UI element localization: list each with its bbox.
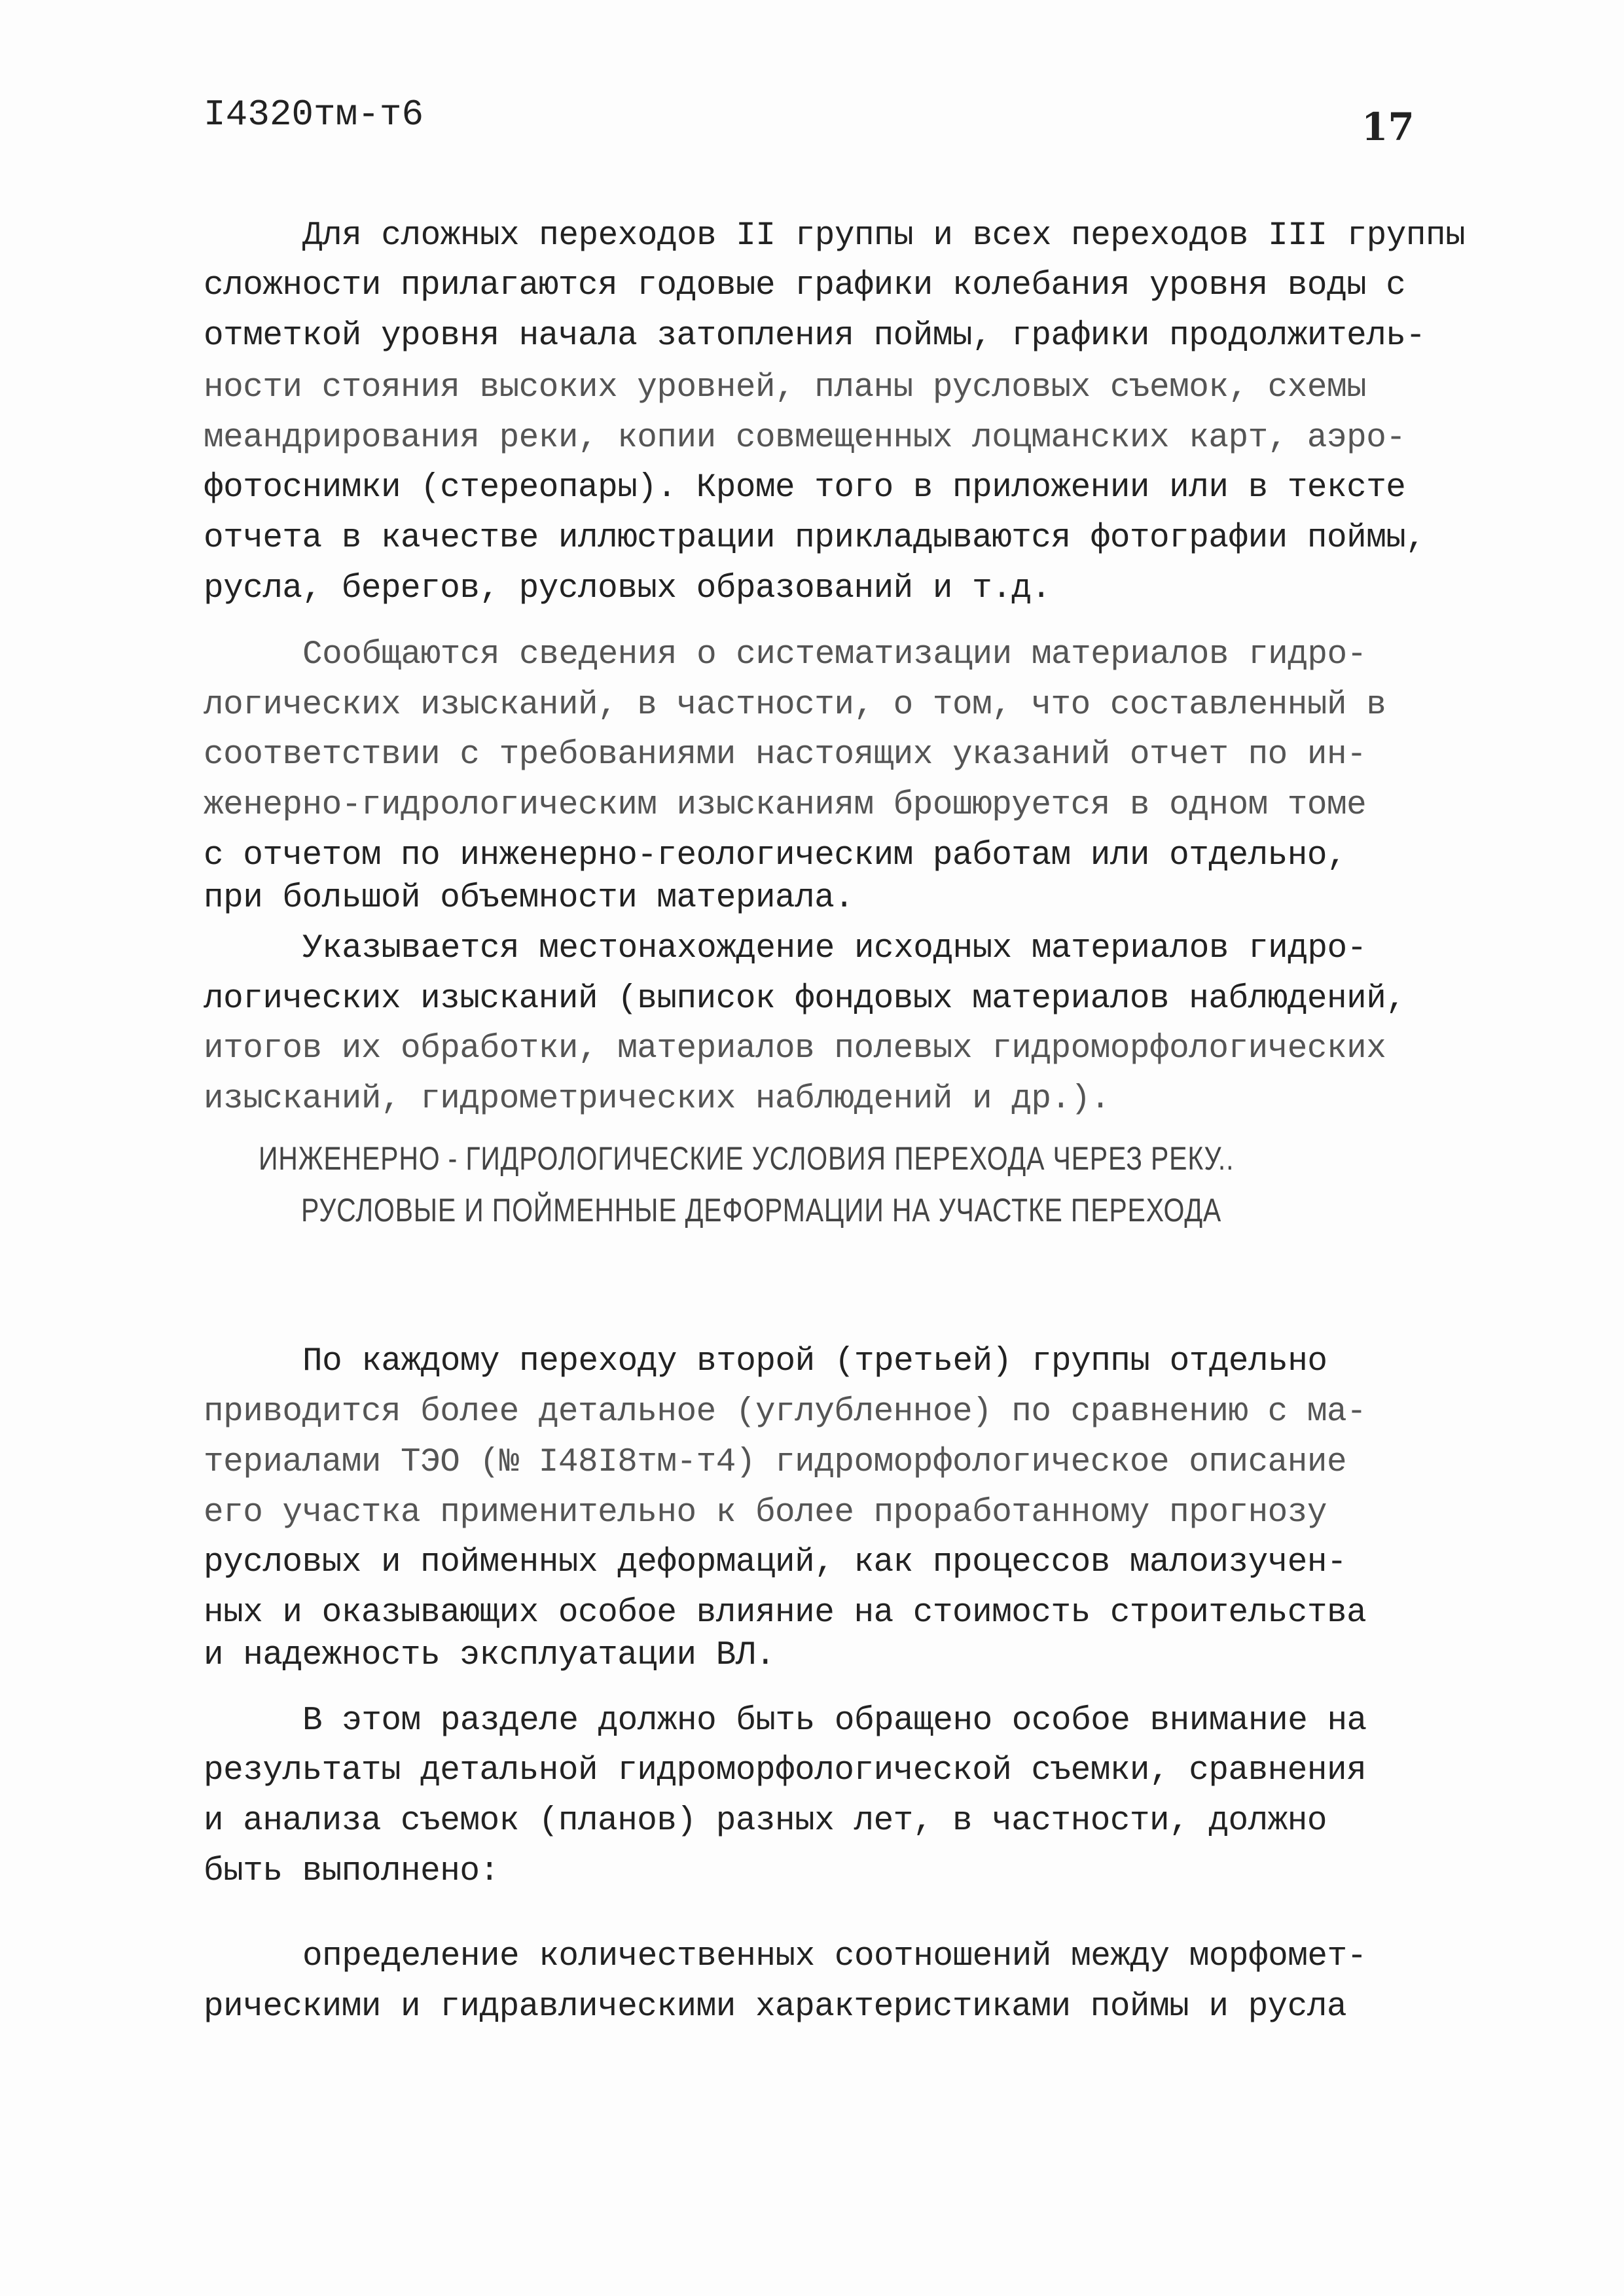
text-line: Сообщаются сведения о систематизации материалов гидро- [302, 636, 1367, 673]
text-line: и надежность эксплуатации ВЛ. [204, 1637, 776, 1674]
text-line: фотоснимки (стереопары). Кроме того в приложении или в тексте [204, 469, 1406, 507]
page-number: 17 [1362, 105, 1415, 149]
text-line: русла, берегов, русловых образований и т.д. [204, 570, 1051, 607]
text-line: определение количественных соотношений между морфомет- [302, 1938, 1367, 1975]
text-line: приводится более детальное (углубленное) по сравнению с ма- [204, 1393, 1367, 1431]
text-line: русловых и пойменных деформаций, как процессов малоизучен- [204, 1544, 1347, 1581]
text-line: ных и оказывающих особое влияние на стоимость строительства [204, 1594, 1367, 1632]
text-line: В этом разделе должно быть обращено особое внимание на [302, 1702, 1367, 1740]
text-line: меандрирования реки, копии совмещенных лоцманских карт, аэро- [204, 420, 1406, 457]
text-line: ности стояния высоких уровней, планы русловых съемок, схемы [204, 369, 1367, 406]
text-line: По каждому переходу второй (третьей) группы отдельно [302, 1343, 1327, 1380]
text-line: и анализа съемок (планов) разных лет, в частности, должно [204, 1803, 1327, 1840]
text-line: при большой объемности материала. [204, 880, 854, 917]
text-line: изысканий, гидрометрических наблюдений и др.). [204, 1081, 1110, 1118]
text-line: Указывается местонахождение исходных материалов гидро- [302, 930, 1367, 967]
text-line: итогов их обработки, материалов полевых гидроморфологических [204, 1030, 1386, 1067]
text-line: быть выполнено: [204, 1853, 499, 1890]
text-line: результаты детальной гидроморфологической съемки, сравнения [204, 1752, 1367, 1789]
text-line: соответствии с требованиями настоящих указаний отчет по ин- [204, 736, 1367, 774]
text-line: сложности прилагаются годовые графики колебания уровня воды с [204, 267, 1406, 304]
text-line: Для сложных переходов II группы и всех переходов III группы [302, 217, 1466, 255]
text-line: его участка применительно к более проработанному прогнозу [204, 1494, 1327, 1532]
text-line: териалами ТЭО (№ I48I8тм-т4) гидроморфологическое описание [204, 1444, 1347, 1481]
text-line: женерно-гидрологическим изысканиям брошюруется в одном томе [204, 787, 1367, 824]
text-line: отметкой уровня начала затопления поймы, графики продолжитель- [204, 317, 1426, 355]
section-heading-line-1: ИНЖЕНЕРНО - ГИДРОЛОГИЧЕСКИЕ УСЛОВИЯ ПЕРЕХОДА ЧЕРЕЗ РЕКУ.. [259, 1140, 1235, 1177]
text-line: логических изысканий (выписок фондовых материалов наблюдений, [204, 980, 1406, 1018]
text-line: логических изысканий, в частности, о том, что составленный в [204, 687, 1386, 724]
text-line: рическими и гидравлическими характеристиками поймы и русла [204, 1988, 1347, 2026]
document-code: I4320тм-т6 [204, 94, 424, 135]
section-heading-line-2: РУСЛОВЫЕ И ПОЙМЕННЫЕ ДЕФОРМАЦИИ НА УЧАСТКЕ ПЕРЕХОДА [301, 1192, 1222, 1229]
text-line: отчета в качестве иллюстрации прикладываются фотографии поймы, [204, 520, 1426, 557]
text-line: с отчетом по инженерно-геологическим работам или отдельно, [204, 837, 1347, 874]
